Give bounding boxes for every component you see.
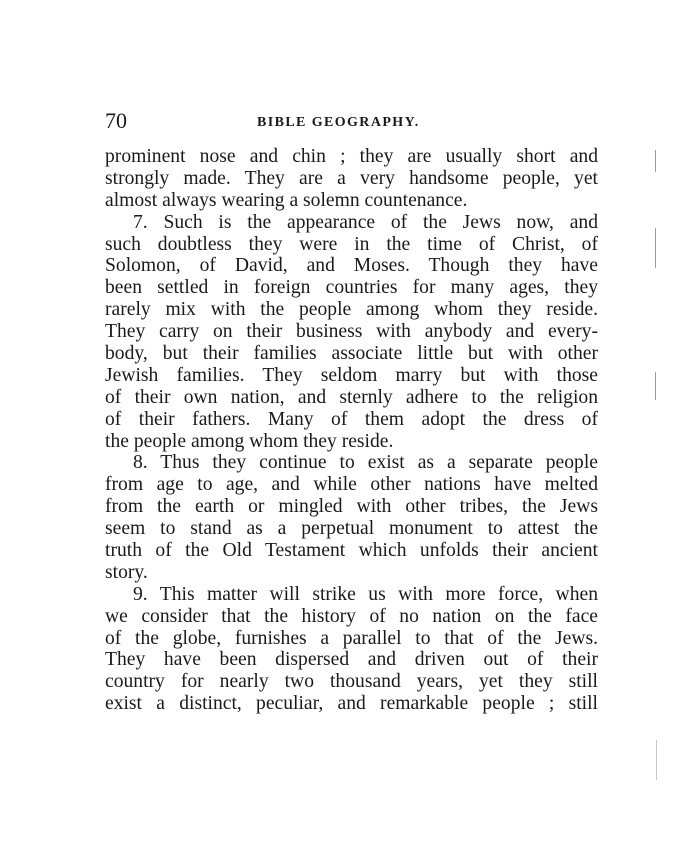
text-line: rarely mix with the people among whom they reside. (105, 299, 598, 321)
scan-edge-mark (656, 740, 657, 780)
text-line: the people among whom they reside. (105, 430, 394, 452)
scan-edge-mark (655, 372, 656, 400)
text-line: Solomon, of David, and Moses. Though they have (105, 255, 598, 277)
paragraph-start-9: 9. This matter will strike us with more force, when (133, 583, 598, 605)
text-line: body, but their families associate little but with other (105, 343, 598, 365)
text-line: exist a distinct, peculiar, and remarkable people ; still (105, 693, 598, 715)
text-line: we consider that the history of no nation on the face (105, 605, 598, 627)
text-line: story. (105, 561, 148, 583)
text-line: from age to age, and while other nations have melted (105, 474, 598, 496)
page-number: 70 (105, 108, 127, 133)
scan-edge-mark (655, 150, 656, 172)
text-line: of their fathers. Many of them adopt the dress of (105, 408, 598, 430)
text-line: of their own nation, and sternly adhere to the religion (105, 386, 598, 408)
text-line: Jewish families. They seldom marry but with those (105, 364, 598, 386)
text-line: strongly made. They are a very handsome people, yet (105, 167, 598, 189)
scan-edge-mark (655, 228, 656, 268)
text-line: almost always wearing a solemn countenance. (105, 189, 468, 211)
text-line: been settled in foreign countries for many ages, they (105, 277, 598, 299)
text-line: such doubtless they were in the time of Christ, of (105, 233, 598, 255)
text-line: of the globe, furnishes a parallel to that of the Jews. (105, 627, 598, 649)
page-header (105, 108, 598, 136)
text-line: They carry on their business with anybody and every- (105, 321, 598, 343)
text-line: truth of the Old Testament which unfolds their ancient (105, 540, 598, 562)
running-head: BIBLE GEOGRAPHY. (257, 115, 420, 130)
body-text (105, 146, 598, 715)
text-line: from the earth or mingled with other tribes, the Jews (105, 496, 598, 518)
text-line: They have been dispersed and driven out of their (105, 649, 598, 671)
text-line: seem to stand as a perpetual monument to attest the (105, 518, 598, 540)
paragraph-start-7: 7. Such is the appearance of the Jews now, and (133, 211, 598, 233)
paragraph-start-8: 8. Thus they continue to exist as a separate people (133, 452, 598, 474)
text-line: country for nearly two thousand years, yet they still (105, 671, 598, 693)
text-line: prominent nose and chin ; they are usually short and (105, 146, 598, 167)
